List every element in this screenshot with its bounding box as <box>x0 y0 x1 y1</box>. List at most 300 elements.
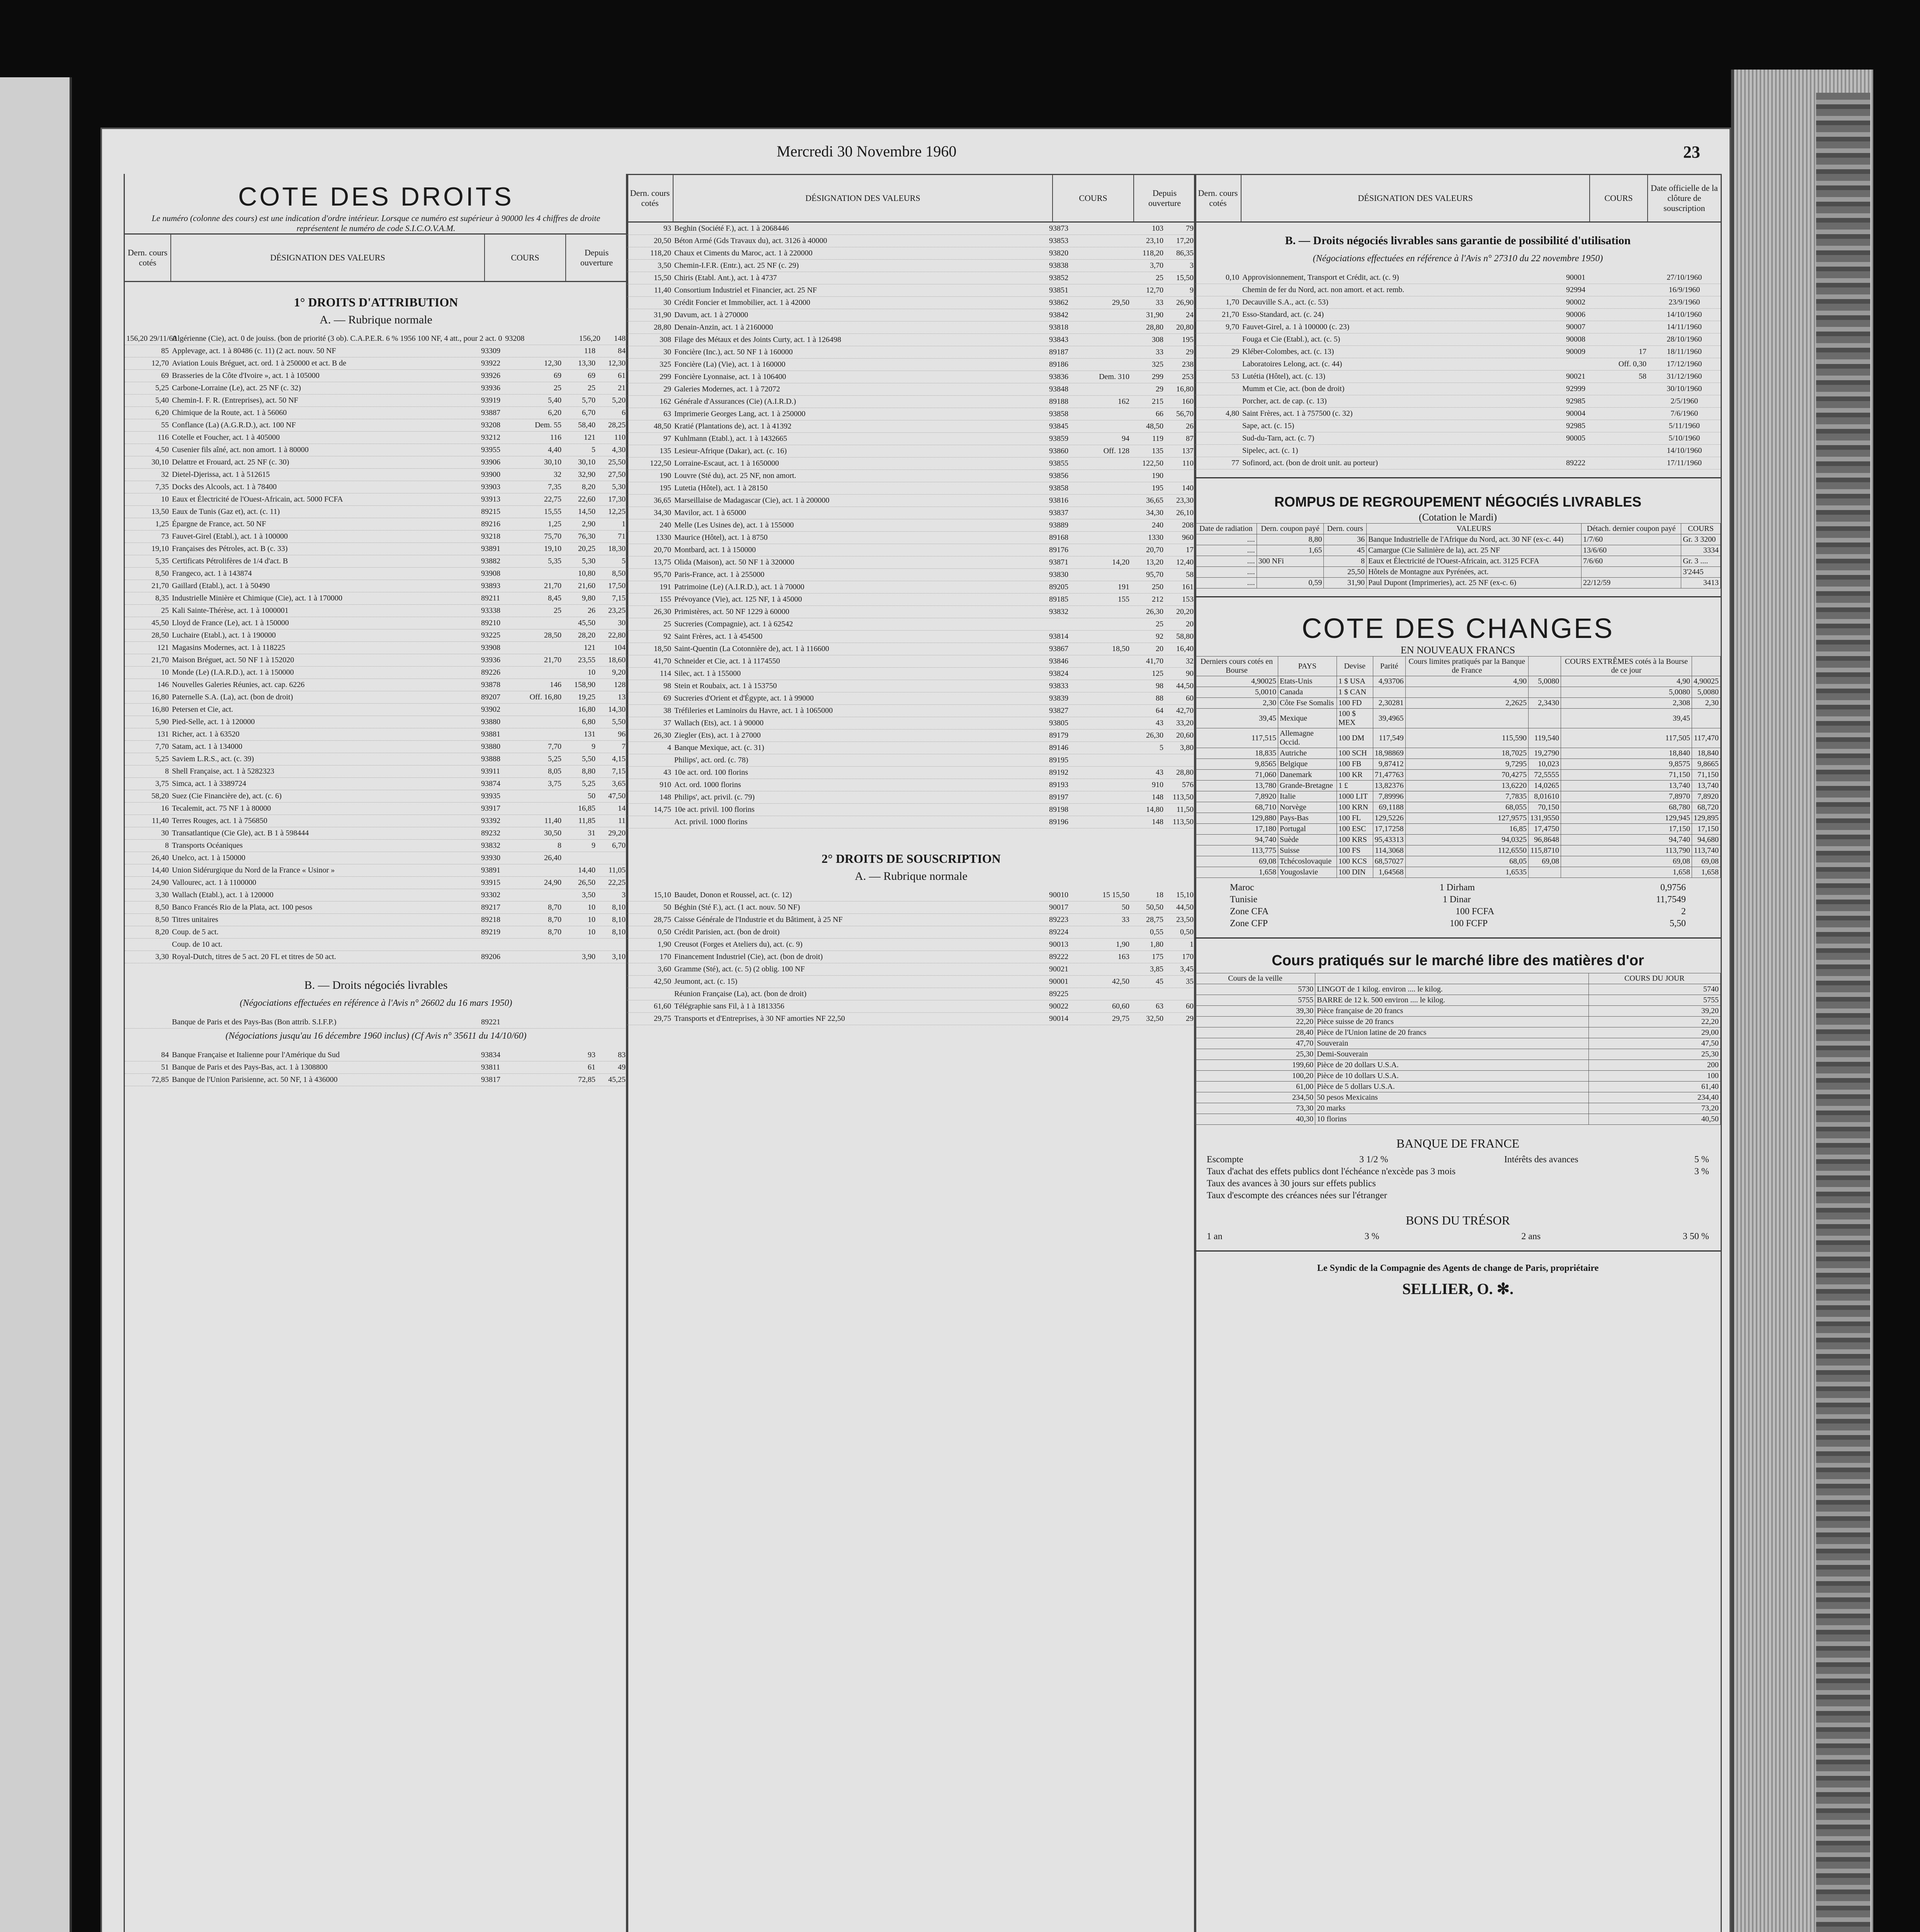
table-cell: 7,8920 <box>1692 791 1720 802</box>
header-cours: COURS <box>485 235 566 281</box>
last-price: 8,20 <box>155 928 169 936</box>
section-droits-souscription: 2° DROITS DE SOUSCRIPTION <box>821 852 1001 866</box>
table-row <box>627 939 1195 951</box>
last-price: 5,40 <box>155 396 169 405</box>
last-price: 77 <box>1231 459 1239 467</box>
low-price: 13 <box>618 693 626 701</box>
last-price: 73 <box>161 532 169 541</box>
last-price: 5,35 <box>155 557 169 565</box>
price: 21,70 <box>544 656 561 664</box>
security-name: Primistères, act. 50 NF 1229 à 60000 <box>674 607 789 616</box>
reference-note: (Négociations effectuées en référence à l'Avis n° 26602 du 16 mars 1950) <box>240 998 512 1008</box>
header-designation: DÉSIGNATION DES VALEURS <box>673 175 1053 221</box>
table-row <box>627 631 1195 643</box>
table-row <box>1196 728 1721 748</box>
bons-term: 1 an <box>1207 1231 1223 1242</box>
security-name: Petersen et Cie, act. <box>172 705 233 714</box>
table-header-cell: PAYS <box>1278 656 1337 676</box>
table-cell: 2,3430 <box>1529 698 1561 709</box>
high-price: 13,30 <box>578 359 595 367</box>
table-row <box>1196 791 1721 802</box>
high-price: 10 <box>588 928 595 936</box>
price <box>1074 742 1131 754</box>
high-price: 10 <box>588 668 595 677</box>
table-row <box>627 519 1195 532</box>
table-cell <box>1529 709 1561 728</box>
price <box>1074 321 1131 333</box>
code-number: 93208 <box>481 421 500 429</box>
price: 191 <box>1118 583 1129 591</box>
code-number: 93836 <box>1049 372 1068 381</box>
high-price: 19,25 <box>578 693 595 701</box>
low-price: 12,25 <box>608 507 626 516</box>
table-cell: Grande-Bretagne <box>1278 781 1337 791</box>
code-number: 89188 <box>1049 397 1068 406</box>
price: 8 <box>558 841 561 850</box>
changes-extra-row <box>1218 918 1697 930</box>
price: 8,70 <box>548 915 561 924</box>
table-cell: 68,57027 <box>1373 856 1405 867</box>
code-number: 93805 <box>1049 719 1068 727</box>
header-depuis: Depuis ouverture <box>580 248 613 267</box>
table-row <box>125 667 627 679</box>
code-number: 93893 <box>481 582 500 590</box>
table-cell: LINGOT de 1 kilog. environ .... le kilog. <box>1315 984 1589 995</box>
last-price <box>627 988 673 1000</box>
price <box>506 803 563 815</box>
code-number: 93218 <box>481 532 500 541</box>
code-number: 93846 <box>1049 657 1068 665</box>
page-date: Mercredi 30 Novembre 1960 <box>777 143 957 160</box>
high-price: 5,30 <box>582 557 595 565</box>
extra-cell: 1 Dinar <box>1442 895 1471 905</box>
table-cell: 113,790 <box>1561 845 1692 856</box>
table-cell: 39,45 <box>1196 709 1278 728</box>
code-number: 93915 <box>481 878 500 887</box>
high-price: 45,50 <box>578 619 595 627</box>
high-price: 45 <box>1156 977 1163 986</box>
high-price: 2,90 <box>582 520 595 528</box>
low-price: 3 <box>1190 261 1194 270</box>
price: 146 <box>550 680 561 689</box>
last-price: 14,75 <box>654 805 671 814</box>
rate-row <box>1195 1190 1721 1202</box>
table-row <box>125 432 627 444</box>
price: 24,90 <box>544 878 561 887</box>
table-cell: Pièce française de 20 francs <box>1315 1006 1589 1017</box>
high-price: 156,20 <box>579 334 600 343</box>
table-row <box>627 655 1195 668</box>
high-price: 158,90 <box>574 680 595 689</box>
last-price: 14,40 <box>151 866 169 874</box>
table-row <box>627 532 1195 544</box>
high-price: 98 <box>1156 682 1163 690</box>
low-price: 28,80 <box>1176 768 1194 777</box>
table-row <box>1195 395 1721 408</box>
last-price: 0,10 <box>1226 273 1239 282</box>
last-price <box>1195 358 1241 370</box>
table-row <box>1196 759 1721 770</box>
low-price: 24 <box>1186 311 1194 319</box>
table-cell: 18,7025 <box>1405 748 1528 759</box>
high-price: 212 <box>1152 595 1163 604</box>
last-price: 118,20 <box>650 249 671 257</box>
code-number: 93859 <box>1049 434 1068 443</box>
high-price: 8,20 <box>582 483 595 491</box>
price <box>1074 779 1131 791</box>
last-price: 48,50 <box>654 422 671 430</box>
price <box>1591 432 1648 444</box>
table-cell: 73,20 <box>1588 1103 1720 1114</box>
price: Off. 16,80 <box>529 693 561 701</box>
high-price: 66 <box>1156 410 1163 418</box>
table-cell: Danemark <box>1278 770 1337 781</box>
low-price: 42,70 <box>1176 706 1194 715</box>
last-price <box>1195 395 1241 407</box>
code-number: 93856 <box>1049 471 1068 480</box>
low-price: 45,25 <box>608 1075 626 1084</box>
low-price: 128 <box>614 680 626 689</box>
security-name: Unelco, act. 1 à 150000 <box>172 854 245 862</box>
high-price: 9,80 <box>582 594 595 602</box>
security-name: Sape, act. (c. 15) <box>1242 422 1294 430</box>
table-cell: 18,98869 <box>1373 748 1405 759</box>
price <box>1074 482 1131 494</box>
table-cell: 18,840 <box>1692 748 1720 759</box>
table-cell: 115,590 <box>1405 728 1528 748</box>
table-cell: 39,4965 <box>1373 709 1405 728</box>
price <box>1074 804 1131 816</box>
code-number: 93887 <box>481 408 500 417</box>
last-price: 6,20 <box>155 408 169 417</box>
security-name: Industrielle Minière et Chimique (Cie), act. 1 à 170000 <box>172 594 342 602</box>
table-row <box>1196 867 1721 878</box>
table-row <box>627 383 1195 396</box>
value-list <box>627 223 1195 828</box>
price: Dem. 55 <box>535 421 561 429</box>
last-price: 55 <box>161 421 169 429</box>
code-number: 89206 <box>481 952 500 961</box>
code-number: 90001 <box>1566 273 1585 282</box>
code-number: 93833 <box>1049 682 1068 690</box>
table-header-cell: Dern. cours <box>1324 524 1367 534</box>
security-name: Eaux de Tunis (Gaz et), act. (c. 11) <box>172 507 280 516</box>
security-name: Réunion Française (La), act. (bon de droit) <box>674 990 807 998</box>
table-row <box>1196 578 1721 588</box>
table-cell: 70,4275 <box>1405 770 1528 781</box>
table-cell: 39,30 <box>1196 1006 1315 1017</box>
code-number: 89210 <box>481 619 500 627</box>
security-name: Beghin (Société F.), act. 1 à 2068446 <box>674 224 789 233</box>
security-name: Banque de l'Union Parisienne, act. 50 NF, 1 à 436000 <box>172 1075 338 1084</box>
table-row <box>125 469 627 481</box>
banque-de-france-rates <box>1195 1154 1721 1202</box>
last-price: 51 <box>161 1063 169 1071</box>
last-price: 18,50 <box>654 645 671 653</box>
security-name: Act. privil. 1000 florins <box>674 818 748 826</box>
rate-cell: Intérêts des avances <box>1504 1155 1578 1165</box>
high-price <box>563 939 597 951</box>
security-name: Magasins Modernes, act. 1 à 118225 <box>172 643 286 652</box>
code-number: 89168 <box>1049 533 1068 542</box>
security-name: Royal-Dutch, titres de 5 act. 20 FL et titres de 50 act. <box>172 952 336 961</box>
table-cell <box>1405 687 1528 698</box>
price: 7,70 <box>548 742 561 751</box>
table-row <box>627 581 1195 594</box>
closing-date: 5/11/1960 <box>1668 422 1700 430</box>
high-price: 299 <box>1152 372 1163 381</box>
low-price: 8,50 <box>612 569 626 578</box>
table-header-cell <box>1692 656 1720 676</box>
security-name: Fauvet-Girel (Etabl.), act. 1 à 100000 <box>172 532 288 541</box>
table-cell: Allemagne Occid. <box>1278 728 1337 748</box>
security-name: Satam, act. 1 à 134000 <box>172 742 243 751</box>
table-cell: 68,780 <box>1561 802 1692 813</box>
low-price: 29 <box>1186 1014 1194 1023</box>
table-row <box>125 382 627 395</box>
table-row <box>627 951 1195 963</box>
high-price: 10 <box>588 915 595 924</box>
security-name: Béghin (Sté F.), act. (1 act. nouv. 50 NF) <box>674 903 800 912</box>
low-price: 90 <box>1186 669 1194 678</box>
table-row <box>627 445 1195 457</box>
last-price: 21,70 <box>151 582 169 590</box>
high-price: 26 <box>588 606 595 615</box>
table-cell: 1,658 <box>1561 867 1692 878</box>
price: 32 <box>554 470 561 479</box>
table-cell: Paul Dupont (Imprimeries), act. 25 NF (ex-c. 6) <box>1366 578 1581 588</box>
price <box>1074 235 1131 247</box>
security-name: Wallach (Ets), act. 1 à 90000 <box>674 719 764 727</box>
table-row <box>125 580 627 592</box>
closing-date: 7/6/1960 <box>1670 409 1698 418</box>
last-price <box>125 939 170 951</box>
last-price: 63 <box>663 410 671 418</box>
table-row <box>627 433 1195 445</box>
high-price: 33 <box>1156 348 1163 356</box>
bons-rate: 3 50 % <box>1683 1231 1709 1242</box>
table-header-cell <box>1529 656 1561 676</box>
price <box>1074 816 1131 828</box>
last-price: 4,50 <box>155 446 169 454</box>
last-price <box>1195 383 1241 395</box>
code-number: 93851 <box>1049 286 1068 294</box>
table-row <box>125 531 627 543</box>
code-number: 93338 <box>481 606 500 615</box>
code-number: 93816 <box>1049 496 1068 505</box>
table-row <box>125 926 627 939</box>
table-row <box>125 518 627 531</box>
last-price: 116 <box>157 433 169 442</box>
security-name: Porcher, act. de cap. (c. 13) <box>1242 397 1327 405</box>
table-cell: 13,780 <box>1196 781 1278 791</box>
security-name: Delattre et Frouard, act. 25 NF (c. 30) <box>172 458 289 466</box>
low-price: 21 <box>618 384 626 392</box>
last-price: 121 <box>157 643 169 652</box>
table-cell: 20 marks <box>1315 1103 1589 1114</box>
table-row <box>627 396 1195 408</box>
table-cell: 129,945 <box>1561 813 1692 824</box>
price: 1,25 <box>548 520 561 528</box>
column-cote-des-droits <box>124 174 628 1932</box>
last-price: 8 <box>165 767 169 776</box>
price <box>1074 470 1131 482</box>
table-cell: 100 <box>1588 1071 1720 1082</box>
table-row <box>125 803 627 815</box>
code-number: 89207 <box>481 693 500 701</box>
table-row <box>1196 545 1721 556</box>
table-row <box>627 680 1195 692</box>
code-number: 93843 <box>1049 335 1068 344</box>
code-number: 93212 <box>481 433 500 442</box>
security-name: Lloyd de France (Le), act. 1 à 150000 <box>172 619 289 627</box>
price: 5,35 <box>548 557 561 565</box>
low-price: 84 <box>618 347 626 355</box>
extra-cell: Maroc <box>1230 883 1254 893</box>
last-price: 30 <box>161 829 169 837</box>
table-row <box>627 730 1195 742</box>
code-number: 93926 <box>481 371 500 380</box>
last-price: 3,30 <box>155 891 169 899</box>
table-row <box>627 816 1195 828</box>
code-number: 93862 <box>1049 298 1068 307</box>
table-cell: 94,680 <box>1692 835 1720 845</box>
table-cell: 5,0080 <box>1561 687 1692 698</box>
code-number: 92994 <box>1566 286 1585 294</box>
banque-de-france-title: BANQUE DE FRANCE <box>1396 1136 1520 1150</box>
table-cell: 1,658 <box>1196 867 1278 878</box>
high-price: 48,50 <box>1146 422 1163 430</box>
closing-date: 18/11/1960 <box>1667 347 1702 356</box>
security-name: Chemin-I.F.R. (Entr.), act. 25 NF (c. 29) <box>674 261 799 270</box>
code-number: 93908 <box>481 643 500 652</box>
price: 163 <box>1118 952 1129 961</box>
security-name: Brasseries de la Côte d'Ivoire », act. 1 à 105000 <box>172 371 320 380</box>
table-row <box>627 606 1195 618</box>
table-row <box>627 334 1195 346</box>
security-name: Eaux et Électricité de l'Ouest-Africain, act. 5000 FCFA <box>172 495 343 503</box>
low-price: 7 <box>622 742 626 751</box>
price: 7,35 <box>548 483 561 491</box>
low-price: 9 <box>1190 286 1194 294</box>
low-price: 9,20 <box>612 668 626 677</box>
or-market-title: Cours pratiqués sur le marché libre des matières d'or <box>1272 952 1644 969</box>
table-row <box>125 753 627 765</box>
low-price: 14 <box>618 804 626 813</box>
security-name: Olida (Maison), act. 50 NF 1 à 320000 <box>674 558 794 566</box>
table-row <box>627 482 1195 495</box>
table-cell: 13/6/60 <box>1581 545 1681 556</box>
last-price: 29,75 <box>654 1014 671 1023</box>
closing-date: 14/10/1960 <box>1667 446 1702 455</box>
low-price: 161 <box>1182 583 1194 591</box>
table-row <box>627 705 1195 717</box>
price: 69 <box>554 371 561 380</box>
high-price: 121 <box>584 433 595 442</box>
table-row <box>1195 321 1721 333</box>
code-number <box>480 939 506 951</box>
last-price: 11,40 <box>151 816 169 825</box>
divider <box>1195 477 1721 478</box>
last-price: 20,50 <box>654 236 671 245</box>
security-name: Saviem L.R.S., act. (c. 39) <box>172 755 254 763</box>
price <box>1074 668 1131 680</box>
divider <box>1195 937 1721 939</box>
table-cell: 10,023 <box>1529 759 1561 770</box>
security-name: Saint Frères, act. 1 à 757500 (c. 32) <box>1242 409 1353 418</box>
low-price <box>1165 754 1195 766</box>
table-row <box>1196 1103 1721 1114</box>
low-price <box>1165 988 1195 1000</box>
price <box>506 568 563 580</box>
extra-cell: 0,9756 <box>1660 883 1686 893</box>
low-price: 16,40 <box>1176 645 1194 653</box>
high-price: 41,70 <box>1146 657 1163 665</box>
table-cell: 234,40 <box>1588 1092 1720 1103</box>
last-price: 26,30 <box>654 731 671 740</box>
table-header-row <box>1196 524 1721 534</box>
last-price: 37 <box>663 719 671 727</box>
table-cell: 29,00 <box>1588 1027 1720 1038</box>
last-price: 170 <box>660 952 671 961</box>
table-cell: 100 ESC <box>1337 824 1373 835</box>
last-price: 15,10 <box>654 891 671 899</box>
table-cell: 17,17258 <box>1373 824 1405 835</box>
low-price <box>597 1016 627 1028</box>
security-name: Épargne de France, act. 50 NF <box>172 520 266 528</box>
table-header-cell: Dern. coupon payé <box>1257 524 1324 534</box>
security-name: Simca, act. 1 à 3389724 <box>172 779 247 788</box>
table-row <box>125 728 627 741</box>
code-number: 93900 <box>481 470 500 479</box>
table-cell: 9,8565 <box>1196 759 1278 770</box>
high-price <box>1131 754 1165 766</box>
high-price: 28,80 <box>1146 323 1163 332</box>
last-price: 85 <box>161 347 169 355</box>
table-cell: 100 KRN <box>1337 802 1373 813</box>
security-name: Approvisionnement, Transport et Crédit, act. (c. 9) <box>1242 273 1399 282</box>
price: 15 15,50 <box>1102 891 1129 899</box>
last-price: 15,50 <box>654 274 671 282</box>
table-row <box>1196 995 1721 1006</box>
table-cell: Suisse <box>1278 845 1337 856</box>
table-row <box>1196 1027 1721 1038</box>
price <box>1074 532 1131 544</box>
security-name: Fauvet-Girel, a. 1 à 100000 (c. 23) <box>1242 323 1350 331</box>
last-price: 8,50 <box>155 903 169 912</box>
high-price: 92 <box>1156 632 1163 641</box>
security-name: Coup. de 10 act. <box>172 940 223 949</box>
table-cell: 68,720 <box>1692 802 1720 813</box>
table-cell: 4,90 <box>1561 676 1692 687</box>
high-price: 32,90 <box>578 470 595 479</box>
last-price: 910 <box>660 781 671 789</box>
rate-cell: Escompte <box>1207 1155 1243 1165</box>
last-price: 16,80 <box>151 693 169 701</box>
header-cours: COURS <box>1053 175 1134 221</box>
security-name: Nouvelles Galeries Réunies, act. cap. 6226 <box>172 680 305 689</box>
low-price: 3,80 <box>1180 743 1194 752</box>
security-name: Kuhlmann (Etabl.), act. 1 à 1432665 <box>674 434 787 443</box>
high-price: 5,70 <box>582 396 595 405</box>
table-cell: Pièce de 10 dollars U.S.A. <box>1315 1071 1589 1082</box>
code-number: 89232 <box>481 829 500 837</box>
low-price: 58,80 <box>1176 632 1194 641</box>
table-row <box>125 357 627 370</box>
table-cell: 40,30 <box>1196 1114 1315 1125</box>
code-number: 90009 <box>1566 347 1585 356</box>
table-row <box>1196 856 1721 867</box>
